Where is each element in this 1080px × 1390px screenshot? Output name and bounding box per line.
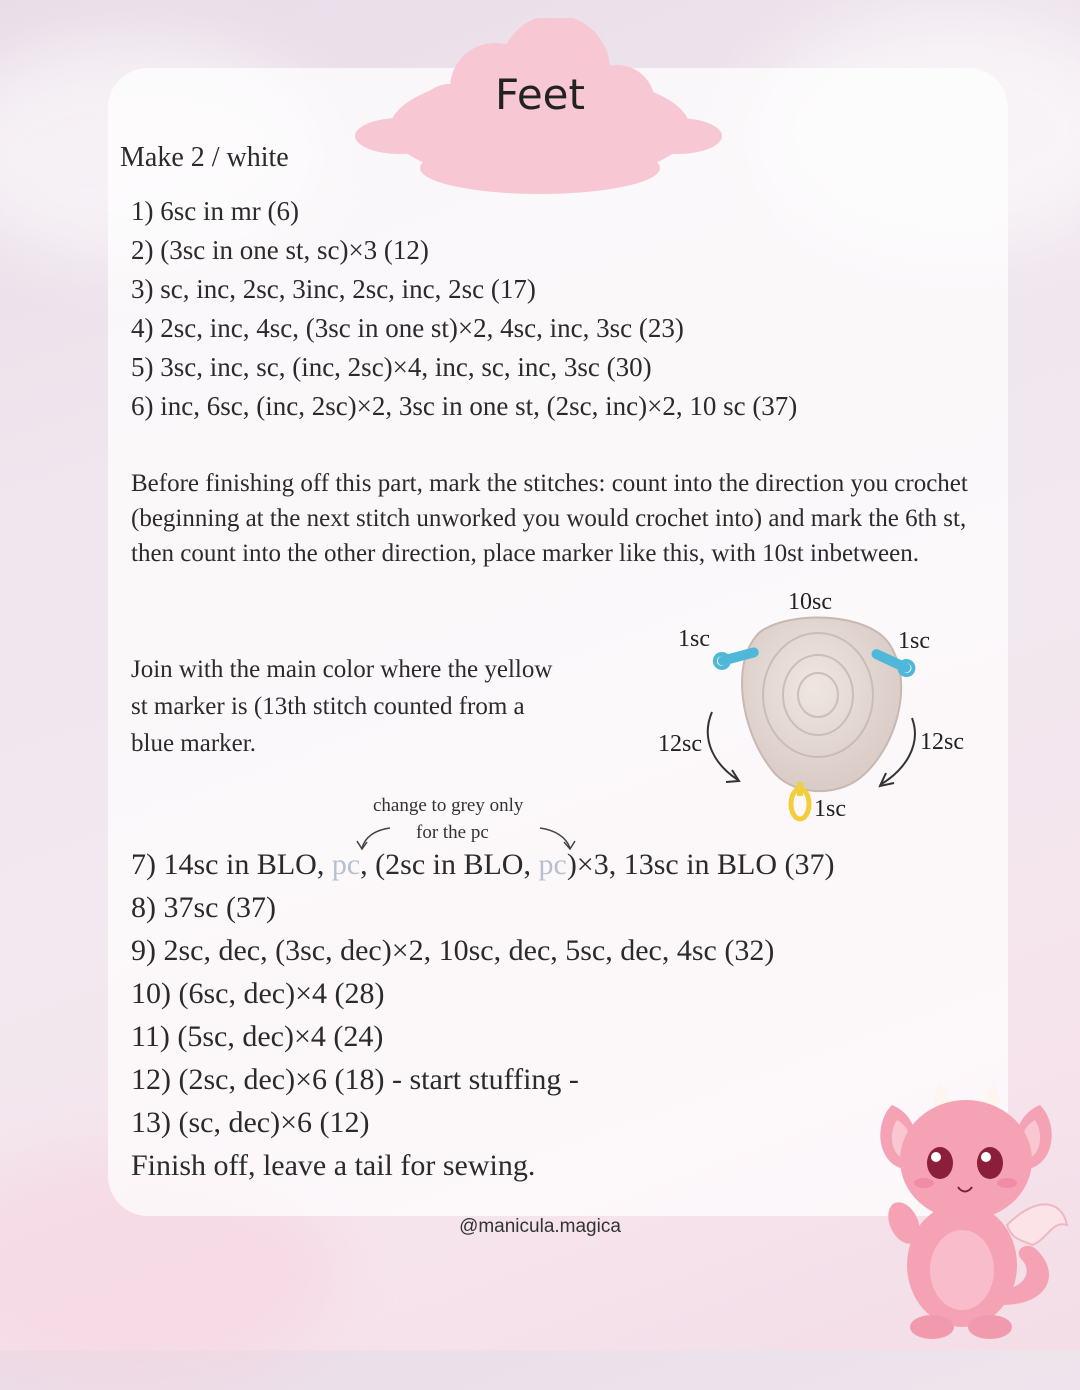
annotation-line2: for the pc — [416, 822, 489, 843]
round7-part: )×3, 13sc in BLO (37) — [566, 848, 835, 881]
pink-dragon-mascot-icon — [862, 1075, 1072, 1345]
round-line: 11) (5sc, dec)×4 (24) — [131, 1020, 384, 1053]
label-10sc: 10sc — [788, 589, 832, 615]
crochet-piece — [742, 617, 901, 791]
subtitle: Make 2 / white — [120, 142, 289, 173]
round7-part: , (2sc in BLO, — [360, 848, 539, 881]
marking-note: Before finishing off this part, mark the stitches: count into the direction you crochet (beginning at the next stitch unworked you would crochet into) and mark the 6th st, then count into the other direction, place marker like this, with 10st inbetween. — [131, 470, 968, 567]
page-title: Feet — [494, 70, 585, 119]
round-line: 2) (3sc in one st, sc)×3 (12) — [131, 235, 429, 265]
pc-highlight: pc — [331, 848, 361, 881]
round-line: 4) 2sc, inc, 4sc, (3sc in one st)×2, 4sc, inc, 3sc (23) — [131, 313, 684, 343]
join-note: Join with the main color where the yellow st marker is (13th stitch counted from a blue marker. — [131, 656, 553, 757]
arrow-left-icon — [362, 828, 390, 848]
round-line: 10) (6sc, dec)×4 (28) — [131, 977, 385, 1010]
round-line: 6) inc, 6sc, (inc, 2sc)×2, 3sc in one st, (2sc, inc)×2, 10 sc (37) — [131, 391, 798, 421]
annotation-line1: change to grey only — [373, 795, 524, 816]
round-line: 8) 37sc (37) — [131, 891, 276, 924]
round-line-7 — [131, 848, 835, 882]
round-line: 1) 6sc in mr (6) — [131, 196, 299, 226]
pc-highlight: pc — [538, 848, 567, 881]
label-left-side: 12sc — [658, 731, 702, 757]
round-line: 5) 3sc, inc, sc, (inc, 2sc)×4, inc, sc, inc, 3sc (30) — [131, 352, 652, 382]
round-line: 12) (2sc, dec)×6 (18) - start stuffing - — [131, 1063, 579, 1096]
left-arrow-icon — [708, 712, 738, 780]
title-cloud — [355, 18, 725, 198]
author-handle: @manicula.magica — [459, 1216, 621, 1237]
round-line: 13) (sc, dec)×6 (12) — [131, 1106, 370, 1139]
label-right-side: 12sc — [920, 729, 964, 755]
arrow-right-icon — [540, 828, 570, 848]
label-right-marker: 1sc — [898, 628, 930, 654]
finish-line: Finish off, leave a tail for sewing. — [131, 1149, 536, 1182]
round-line: 9) 2sc, dec, (3sc, dec)×2, 10sc, dec, 5sc, dec, 4sc (32) — [131, 934, 775, 967]
label-bottom-marker: 1sc — [814, 796, 846, 822]
round7-part: 7) 14sc in BLO, — [131, 848, 332, 881]
label-left-marker: 1sc — [678, 626, 710, 652]
round-line: 3) sc, inc, 2sc, 3inc, 2sc, inc, 2sc (17) — [131, 274, 536, 304]
